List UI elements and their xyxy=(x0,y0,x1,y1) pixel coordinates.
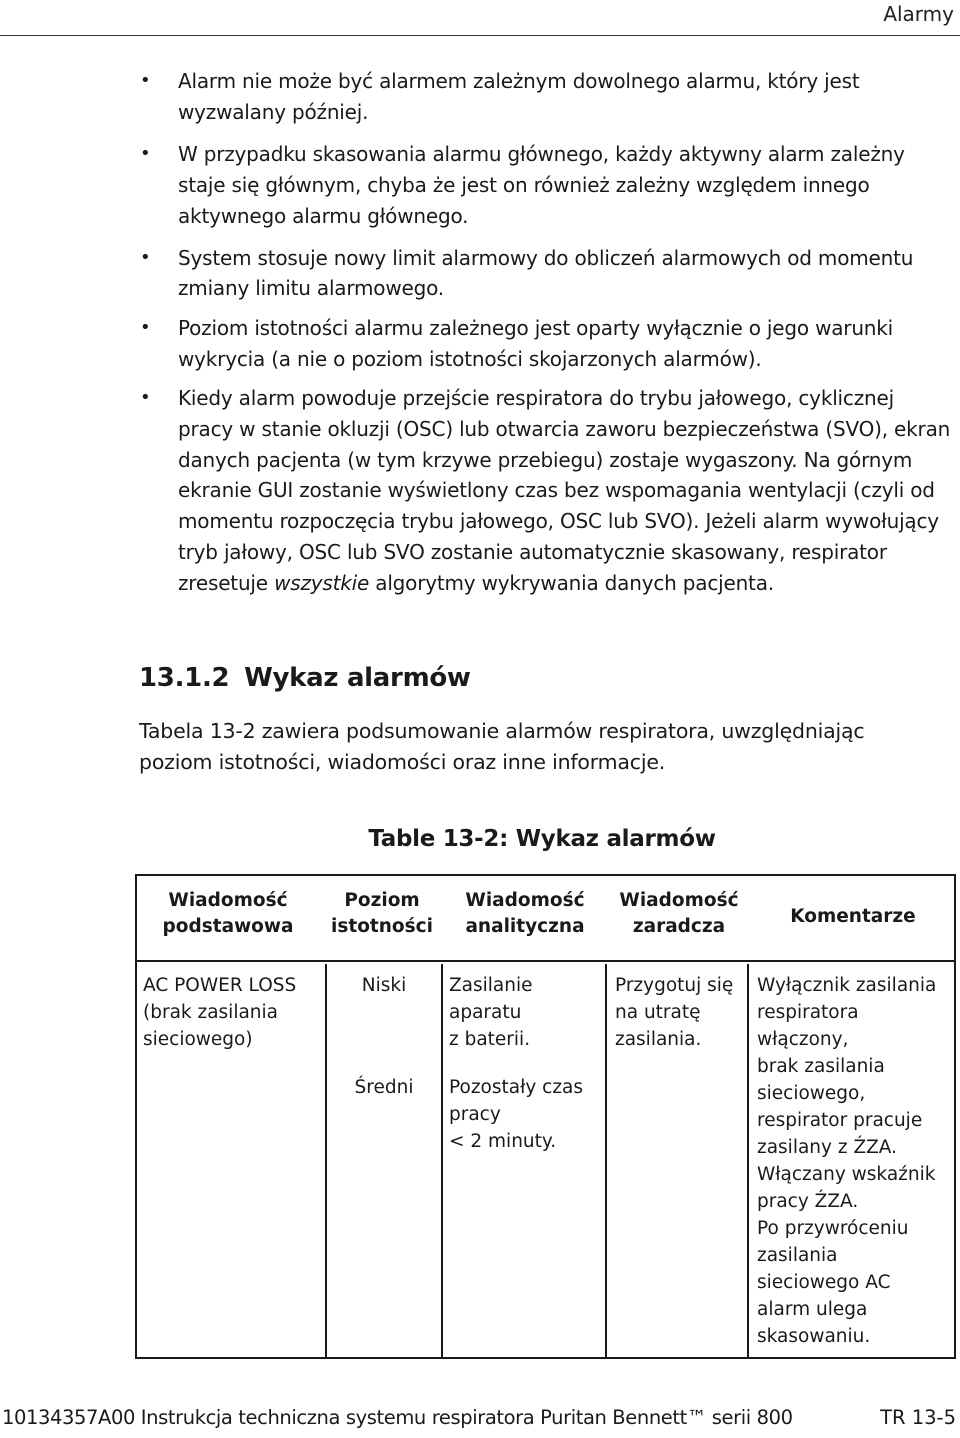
bullet-icon: • xyxy=(140,70,151,91)
cell-line: Przygotuj się xyxy=(615,975,734,996)
header-analysis-message xyxy=(445,888,605,940)
header-comments: Komentarze xyxy=(790,906,916,927)
footer-page-number: TR 13-5 xyxy=(880,1406,956,1429)
list-item xyxy=(140,66,955,127)
alarm-table xyxy=(135,874,956,1359)
list-item-text: algorytmy wykrywania danych pacjenta. xyxy=(375,570,774,595)
cell-line: alarm ulega xyxy=(757,1299,868,1320)
column-divider xyxy=(747,964,749,1357)
cell-line: Wyłącznik zasilania xyxy=(757,975,937,996)
header-line: Poziom xyxy=(344,890,420,911)
rules-list xyxy=(140,66,955,598)
bullet-icon: • xyxy=(140,143,151,165)
header-line: Wiadomość xyxy=(619,890,739,911)
cell-line: zasilany z ŹZA. xyxy=(757,1137,898,1158)
list-item xyxy=(140,383,955,598)
cell-line: z baterii. xyxy=(449,1029,531,1050)
header-remedy-message xyxy=(609,888,749,940)
section-heading xyxy=(139,663,471,693)
cell-line: zasilania. xyxy=(615,1029,702,1050)
cell-remedy-message xyxy=(615,972,733,1053)
cell-line: AC POWER LOSS xyxy=(143,975,297,996)
cell-line: pracy xyxy=(449,1104,501,1125)
bullet-icon: • xyxy=(140,246,151,268)
cell-line: sieciowego, xyxy=(757,1083,866,1104)
emphasis-text: wszystkie xyxy=(274,570,370,595)
list-item xyxy=(140,313,955,374)
cell-line: sieciowego) xyxy=(143,1029,253,1050)
section-title: Wykaz alarmów xyxy=(244,663,471,693)
header-divider xyxy=(137,960,954,962)
cell-analysis-medium xyxy=(449,1074,583,1155)
cell-line: skasowaniu. xyxy=(757,1326,871,1347)
cell-line: sieciowego AC xyxy=(757,1272,891,1293)
cell-line: zasilania xyxy=(757,1245,838,1266)
header-primary-message xyxy=(143,888,313,940)
cell-primary-message xyxy=(143,972,296,1053)
header-line: zaradcza xyxy=(632,916,726,937)
cell-line: pracy ŹZA. xyxy=(757,1191,859,1212)
header-line: podstawowa xyxy=(162,916,294,937)
cell-line: respirator pracuje xyxy=(757,1110,923,1131)
list-item xyxy=(140,139,955,231)
column-divider xyxy=(325,964,327,1357)
header-line: Wiadomość xyxy=(465,890,585,911)
list-item-text: W przypadku skasowania alarmu głównego, każdy aktywny alarm zależny staje się głównym, chyba że jest on również zależny względem innego aktywnego alarmu głównego. xyxy=(178,142,905,228)
cell-line: Zasilanie xyxy=(449,975,533,996)
cell-line: aparatu xyxy=(449,1002,522,1023)
cell-analysis-low xyxy=(449,972,533,1053)
table-caption: Table 13-2: Wykaz alarmów xyxy=(368,826,716,852)
header-priority xyxy=(325,888,439,940)
cell-line: (brak zasilania xyxy=(143,1002,279,1023)
cell-line: Po przywróceniu xyxy=(757,1218,909,1239)
cell-line: Włączany wskaźnik xyxy=(757,1164,936,1185)
list-item-text: System stosuje nowy limit alarmowy do obliczeń alarmowych od momentu zmiany limitu alarmowego. xyxy=(178,245,914,301)
cell-line: na utratę xyxy=(615,1002,701,1023)
bullet-icon: • xyxy=(140,316,151,338)
list-item xyxy=(140,243,955,304)
column-divider xyxy=(441,964,443,1357)
header-line: istotności xyxy=(331,916,433,937)
header-line: Wiadomość xyxy=(168,890,288,911)
column-divider xyxy=(605,964,607,1357)
cell-line: respiratora xyxy=(757,1002,859,1023)
cell-line: brak zasilania xyxy=(757,1056,885,1077)
cell-priority-low: Niski xyxy=(361,975,407,996)
footer-document-title: 10134357A00 Instrukcja techniczna systemu respiratora Puritan Bennett™ serii 800 xyxy=(2,1406,793,1429)
cell-comments xyxy=(757,972,936,1350)
cell-line: < 2 minuty. xyxy=(449,1131,557,1152)
running-header: Alarmy xyxy=(883,2,954,26)
list-item-text: Poziom istotności alarmu zależnego jest oparty wyłącznie o jego warunki wykrycia (a nie o poziom istotności skojarzonych alarmów). xyxy=(178,315,894,371)
cell-priority-medium: Średni xyxy=(354,1077,414,1098)
list-item-text: Kiedy alarm powoduje przejście respiratora do trybu jałowego, cyklicznej pracy w stanie okluzji (OSC) lub otwarcia zaworu bezpieczeństwa (SVO), ekran danych pacjenta (w tym krzywe przebiegu) zostaje wygaszony. Na górnym ekranie GUI zostanie wyświetlony czas bez wspomagania wentylacji (czyli od momentu rozpoczęcia trybu jałowego, OSC lub SVO). Jeżeli alarm wywołujący tryb jałowy, OSC lub SVO zostanie automatycznie skasowany, respirator zresetuje xyxy=(178,386,951,595)
bullet-icon: • xyxy=(140,387,151,409)
section-number: 13.1.2 xyxy=(139,663,230,693)
list-item-text: Alarm nie może być alarmem zależnym dowolnego alarmu, który jest wyzwalany później. xyxy=(178,69,860,124)
cell-line: włączony, xyxy=(757,1029,849,1050)
header-line: analityczna xyxy=(465,916,585,937)
header-rule xyxy=(0,35,960,36)
section-intro: Tabela 13-2 zawiera podsumowanie alarmów respiratora, uwzględniając poziom istotności, wiadomości oraz inne informacje. xyxy=(139,719,865,774)
cell-line: Pozostały czas xyxy=(449,1077,584,1098)
